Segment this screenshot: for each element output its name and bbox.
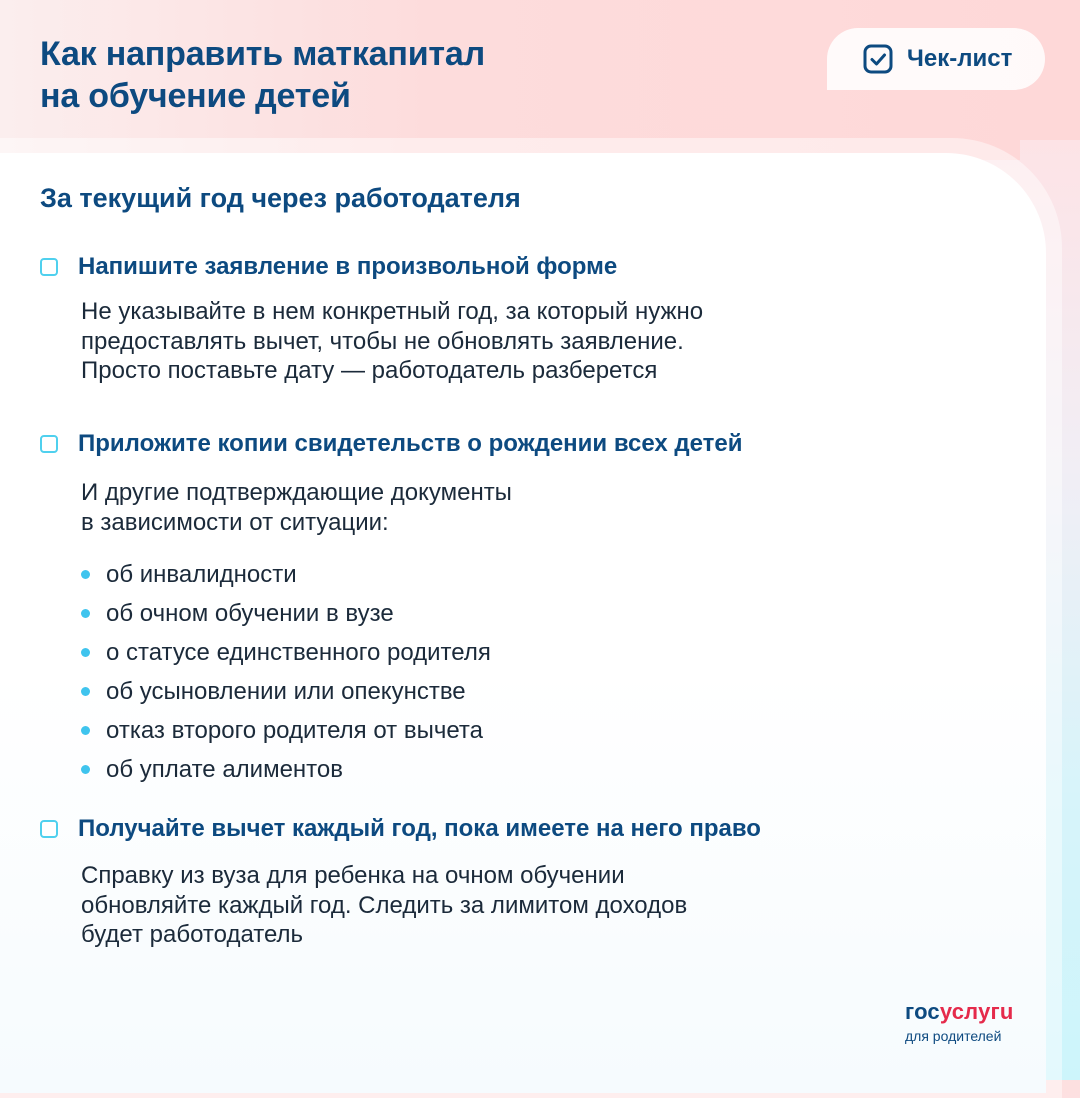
step-1-header bbox=[40, 253, 617, 281]
step-2-description-line: И другие подтверждающие документы bbox=[81, 479, 512, 506]
step-1-description-line: Просто поставьте дату — работодатель разберется bbox=[81, 357, 658, 384]
list-item-text: о статусе единственного родителя bbox=[106, 638, 491, 666]
checkbox-checked-icon bbox=[863, 44, 893, 74]
step-2-checkbox[interactable] bbox=[40, 435, 58, 453]
list-item bbox=[81, 711, 491, 750]
step-2-header bbox=[40, 430, 743, 458]
bullet-icon bbox=[81, 765, 90, 774]
step-2-description bbox=[81, 478, 512, 537]
step-1-description-line: Не указывайте в нем конкретный год, за который нужно bbox=[81, 298, 704, 325]
list-item bbox=[81, 594, 491, 633]
step-2-title: Приложите копии свидетельств о рождении всех детей bbox=[78, 430, 743, 457]
logo-wordmark bbox=[905, 1000, 1014, 1024]
step-1-description bbox=[81, 297, 703, 386]
list-item-text: отказ второго родителя от вычета bbox=[106, 716, 483, 744]
bullet-icon bbox=[81, 609, 90, 618]
bullet-icon bbox=[81, 648, 90, 657]
list-item bbox=[81, 555, 491, 594]
checklist-badge-label: Чек-лист bbox=[907, 45, 1013, 72]
gosuslugi-logo bbox=[905, 1000, 1014, 1044]
section-title: За текущий год через работодателя bbox=[40, 183, 521, 213]
step-3-description bbox=[81, 861, 687, 950]
list-item bbox=[81, 750, 491, 789]
step-1-title: Напишите заявление в произвольной форме bbox=[78, 253, 618, 280]
step-1-checkbox[interactable] bbox=[40, 258, 58, 276]
list-item bbox=[81, 672, 491, 711]
list-item-text: об усыновлении или опекунстве bbox=[106, 677, 466, 705]
bullet-icon bbox=[81, 726, 90, 735]
step-3-header bbox=[40, 815, 761, 843]
list-item bbox=[81, 633, 491, 672]
page-title-line-2: на обучение детей bbox=[40, 77, 351, 115]
step-3-description-line: обновляйте каждый год. Следить за лимитом доходов bbox=[81, 891, 688, 919]
bullet-icon bbox=[81, 570, 90, 579]
step-3-description-line: Справку из вуза для ребенка на очном обучении bbox=[81, 862, 625, 889]
page-title-line-1: Как направить маткапитал bbox=[40, 35, 485, 73]
page-title bbox=[40, 33, 485, 117]
step-3-description-line: будет работодатель bbox=[81, 921, 304, 948]
logo-subtitle: для родителей bbox=[905, 1028, 1002, 1044]
logo-part-gos: гос bbox=[905, 999, 940, 1024]
list-item-text: об инвалидности bbox=[106, 560, 297, 588]
checklist-badge bbox=[827, 28, 1045, 90]
list-item-text: об уплате алиментов bbox=[106, 755, 343, 783]
step-3-title: Получайте вычет каждый год, пока имеете на него право bbox=[78, 815, 761, 842]
list-item-text: об очном обучении в вузе bbox=[106, 599, 394, 627]
step-1-description-line: предоставлять вычет, чтобы не обновлять заявление. bbox=[81, 327, 684, 355]
documents-list bbox=[81, 555, 491, 789]
logo-part-uslugi: услугu bbox=[939, 999, 1014, 1024]
bullet-icon bbox=[81, 687, 90, 696]
step-2-description-line: в зависимости от ситуации: bbox=[81, 508, 389, 536]
step-3-checkbox[interactable] bbox=[40, 820, 58, 838]
